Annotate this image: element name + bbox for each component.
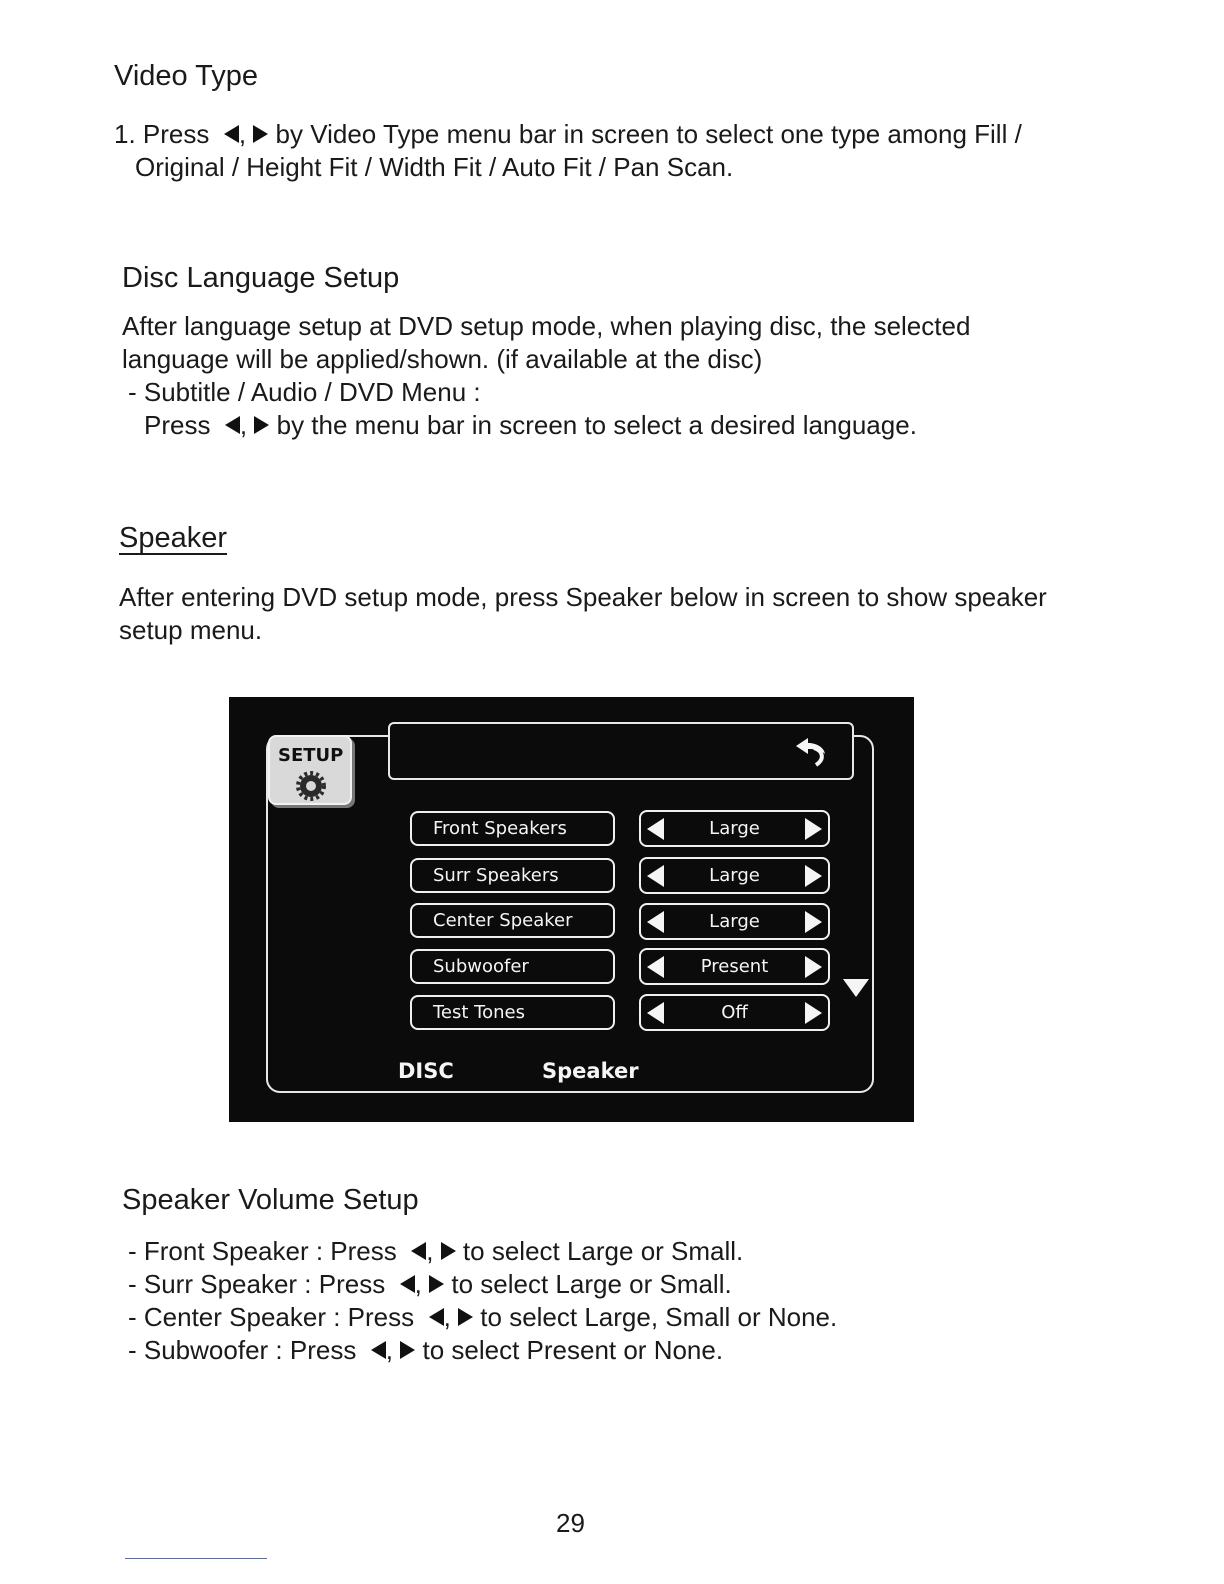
comma: , bbox=[239, 410, 248, 440]
tab-disc[interactable]: DISC bbox=[398, 1059, 454, 1083]
volume-item-subwoofer bbox=[128, 1334, 723, 1367]
row-test-tones-button[interactable]: Test Tones bbox=[410, 995, 615, 1030]
volume-item-front bbox=[128, 1235, 743, 1268]
value-right-arrow-icon[interactable] bbox=[805, 911, 822, 933]
instruction-text: by Video Type menu bar in screen to select one type among Fill / bbox=[275, 119, 1022, 149]
left-arrow-icon bbox=[225, 416, 240, 434]
item-instruction: to select Large or Small. bbox=[451, 1269, 732, 1299]
volume-item-center bbox=[128, 1301, 837, 1334]
subwoofer-value bbox=[639, 948, 830, 985]
footer-divider bbox=[125, 1558, 267, 1559]
value-text: Off bbox=[721, 1002, 748, 1023]
left-arrow-icon bbox=[224, 125, 239, 143]
row-front-speakers-button[interactable]: Front Speakers bbox=[410, 811, 615, 846]
item-instruction: to select Large, Small or None. bbox=[480, 1302, 838, 1332]
heading-speaker: Speaker bbox=[119, 522, 228, 554]
value-left-arrow-icon[interactable] bbox=[647, 911, 664, 933]
disc-language-line-4 bbox=[144, 409, 917, 442]
value-text: Large bbox=[709, 818, 760, 839]
heading-disc-language: Disc Language Setup bbox=[122, 262, 400, 294]
value-right-arrow-icon[interactable] bbox=[805, 818, 822, 840]
setup-tab-label: SETUP bbox=[278, 745, 344, 766]
back-arrow-icon[interactable] bbox=[792, 734, 830, 768]
title-bar bbox=[388, 722, 854, 780]
row-surr-speakers-button[interactable]: Surr Speakers bbox=[410, 858, 615, 893]
setup-tab[interactable] bbox=[268, 735, 352, 805]
dvd-setup-screen bbox=[229, 697, 914, 1122]
heading-speaker-volume: Speaker Volume Setup bbox=[122, 1184, 419, 1216]
item-text: - Front Speaker : Press bbox=[128, 1236, 397, 1266]
row-center-speaker-button[interactable]: Center Speaker bbox=[410, 903, 615, 938]
comma: , bbox=[414, 1269, 422, 1299]
heading-video-type: Video Type bbox=[114, 60, 259, 92]
speaker-line-1: After entering DVD setup mode, press Speaker below in screen to show speaker bbox=[119, 582, 1047, 612]
video-type-line-1 bbox=[114, 118, 1022, 151]
value-text: Large bbox=[709, 911, 760, 932]
front-speakers-value bbox=[639, 810, 830, 847]
volume-item-surr bbox=[128, 1268, 732, 1301]
right-arrow-icon bbox=[254, 416, 269, 434]
press-text: Press bbox=[142, 119, 210, 149]
value-left-arrow-icon[interactable] bbox=[647, 956, 664, 978]
comma: , bbox=[385, 1335, 393, 1365]
right-arrow-icon bbox=[441, 1242, 456, 1260]
right-arrow-icon bbox=[253, 125, 268, 143]
left-arrow-icon bbox=[429, 1308, 444, 1326]
comma: , bbox=[443, 1302, 451, 1332]
value-right-arrow-icon[interactable] bbox=[805, 956, 822, 978]
disc-language-line-3: - Subtitle / Audio / DVD Menu : bbox=[128, 377, 481, 407]
right-arrow-icon bbox=[458, 1308, 473, 1326]
item-text: - Subwoofer : Press bbox=[128, 1335, 357, 1365]
disc-language-line-2: language will be applied/shown. (if available at the disc) bbox=[122, 344, 763, 374]
comma: , bbox=[426, 1236, 434, 1266]
comma: , bbox=[238, 119, 247, 149]
value-left-arrow-icon[interactable] bbox=[647, 818, 664, 840]
right-arrow-icon bbox=[429, 1275, 444, 1293]
value-left-arrow-icon[interactable] bbox=[647, 1002, 664, 1024]
row-subwoofer-button[interactable]: Subwoofer bbox=[410, 949, 615, 984]
page-number: 29 bbox=[556, 1508, 585, 1538]
item-text: - Center Speaker : Press bbox=[128, 1302, 415, 1332]
item-text: - Surr Speaker : Press bbox=[128, 1269, 386, 1299]
gear-icon bbox=[296, 771, 326, 801]
value-left-arrow-icon[interactable] bbox=[647, 865, 664, 887]
value-text: Large bbox=[709, 865, 760, 886]
right-arrow-icon bbox=[400, 1341, 415, 1359]
item-instruction: to select Large or Small. bbox=[462, 1236, 744, 1266]
left-arrow-icon bbox=[371, 1341, 386, 1359]
left-arrow-icon bbox=[400, 1275, 415, 1293]
press-text: Press bbox=[144, 410, 211, 440]
video-type-line-2: Original / Height Fit / Width Fit / Auto Fit / Pan Scan. bbox=[135, 152, 734, 182]
item-instruction: to select Present or None. bbox=[422, 1335, 724, 1365]
speaker-line-2: setup menu. bbox=[119, 615, 263, 645]
instruction-text: by the menu bar in screen to select a desired language. bbox=[276, 410, 917, 440]
value-right-arrow-icon[interactable] bbox=[805, 865, 822, 887]
surr-speakers-value bbox=[639, 857, 830, 894]
center-speaker-value bbox=[639, 903, 830, 940]
scroll-down-icon[interactable] bbox=[843, 979, 869, 997]
tab-speaker[interactable]: Speaker bbox=[542, 1059, 639, 1083]
test-tones-value bbox=[639, 994, 830, 1031]
left-arrow-icon bbox=[411, 1242, 426, 1260]
disc-language-line-1: After language setup at DVD setup mode, when playing disc, the selected bbox=[122, 311, 971, 341]
item-number: 1. bbox=[114, 119, 136, 149]
value-right-arrow-icon[interactable] bbox=[805, 1002, 822, 1024]
value-text: Present bbox=[700, 956, 769, 977]
